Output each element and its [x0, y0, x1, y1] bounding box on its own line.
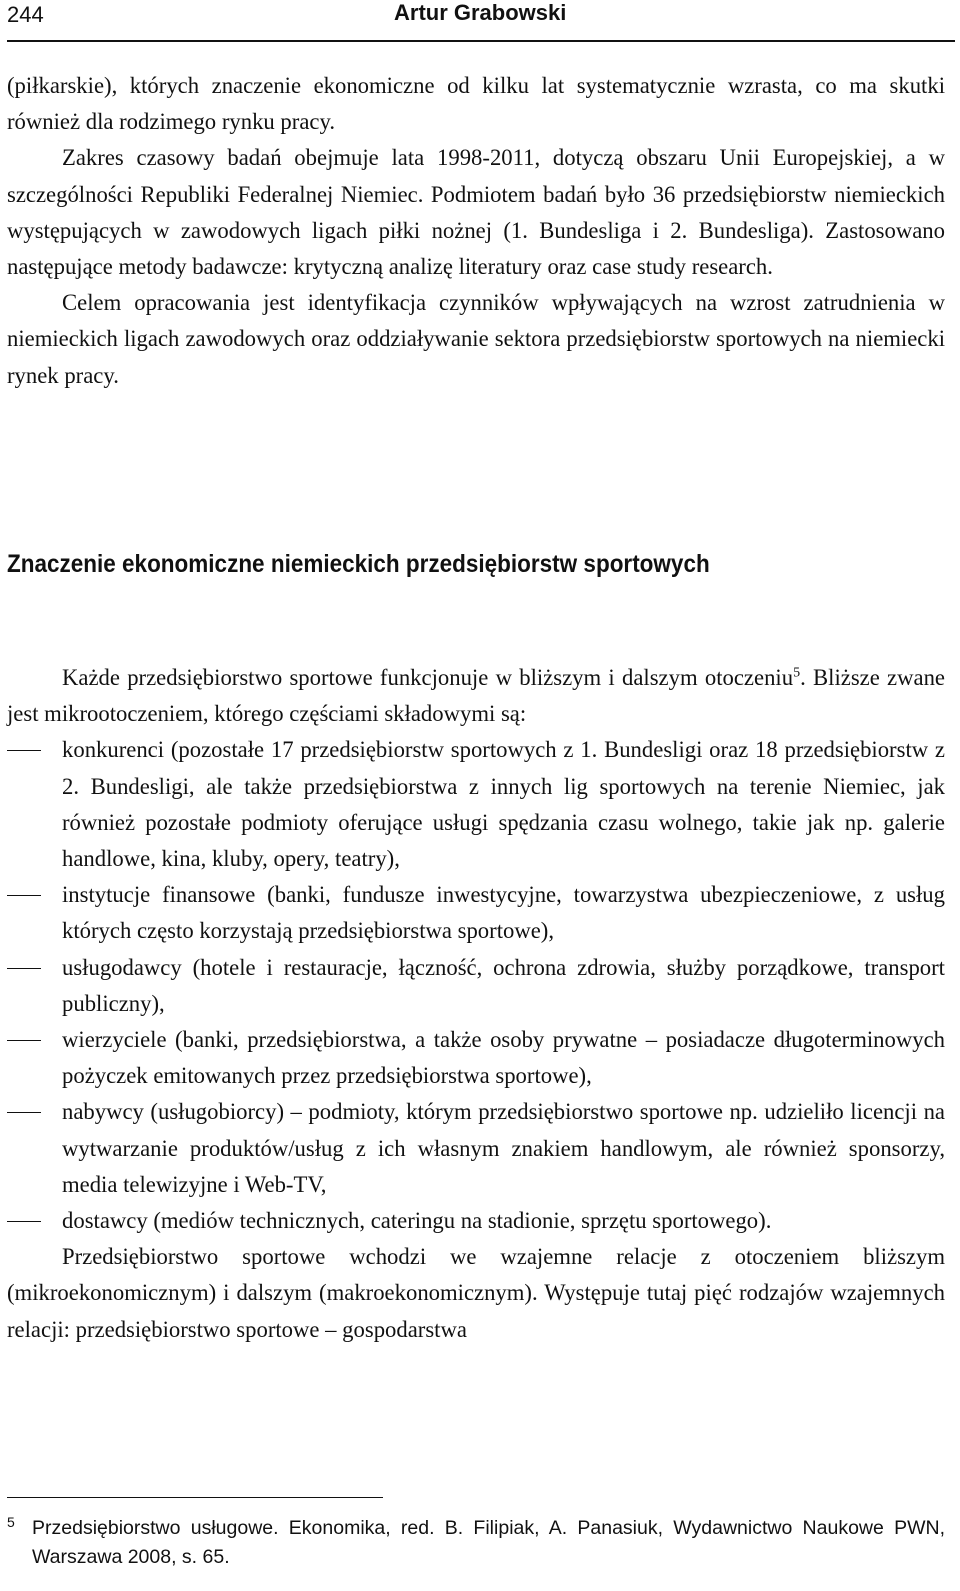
- section-heading: Znaczenie ekonomiczne niemieckich przedsiębiorstw sportowych: [7, 550, 710, 578]
- header-rule: [7, 40, 955, 42]
- section-body: [7, 660, 945, 1348]
- list-item: [7, 732, 945, 877]
- list-item: [7, 1094, 945, 1203]
- section-paragraph-1-text-cont: . Bliższe zwane jest mikrootoczeniem, którego częściami składowymi są:: [7, 665, 945, 727]
- list-item-text: wierzyciele (banki, przedsiębiorstwa, a także osoby prywatne – posiadacze długoterminowych pożyczek emitowanych przez przedsiębiorstwa sportowe),: [62, 1027, 945, 1089]
- section-paragraph-2: Przedsiębiorstwo sportowe wchodzi we wzajemne relacje z otoczeniem bliższym (mikroekonomicznym) i dalszym (makroekonomicznym). Występuje tutaj pięć rodzajów wzajemnych relacji: przedsiębiorstwo sportowe – gospodarstwa: [7, 1244, 945, 1342]
- list-item-text: dostawcy (mediów technicznych, cateringu na stadionie, sprzętu sportowego).: [62, 1208, 772, 1234]
- page-number: 244: [7, 2, 44, 27]
- list-item: [7, 1203, 945, 1239]
- list-item: [7, 950, 945, 1022]
- footnote: [7, 1514, 945, 1572]
- list-item-text: instytucje finansowe (banki, fundusze inwestycyjne, towarzystwa ubezpieczeniowe, z usług których często korzystają przedsiębiorstwa sportowe),: [62, 882, 945, 944]
- list-item-text: usługodawcy (hotele i restauracje, łączność, ochrona zdrowia, służby porządkowe, transport publiczny),: [62, 954, 945, 1016]
- dash-bullet: [7, 895, 41, 896]
- list-item: [7, 877, 945, 949]
- footnote-reference[interactable]: 5: [793, 665, 801, 681]
- section-paragraph-1-text: Każde przedsiębiorstwo sportowe funkcjonuje w bliższym i dalszym otoczeniu: [62, 665, 794, 690]
- footnote-text: Przedsiębiorstwo usługowe. Ekonomika, red. B. Filipiak, A. Panasiuk, Wydawnictwo Naukowe PWN, Warszawa 2008, s. 65.: [32, 1517, 945, 1568]
- dash-bullet: [7, 1040, 41, 1041]
- dash-bullet: [7, 1112, 41, 1113]
- dash-bullet: [7, 750, 41, 751]
- intro-paragraph-scope: Zakres czasowy badań obejmuje lata 1998-2011, dotyczą obszaru Unii Europejskiej, a w szczególności Republiki Federalnej Niemiec. Podmiotem badań było 36 przedsiębiorstw niemieckich występujących w zawodowych ligach piłki nożnej (1. Bundesliga i 2. Bundesliga). Zastosowano następujące metody badawcze: krytyczną analizę literatury oraz case study research.: [7, 145, 945, 280]
- list-item-text: nabywcy (usługobiorcy) – podmioty, którym przedsiębiorstwo sportowe np. udzieliło licencji na wytwarzanie produktów/usług z ich własnym znakiem handlowym, ale również sponsorzy, media telewizyjne i Web-TV,: [62, 1099, 945, 1197]
- microenvironment-list: [7, 732, 945, 1239]
- footnote-number: 5: [7, 1514, 15, 1530]
- dash-bullet: [7, 1221, 41, 1222]
- section-paragraph-1: [7, 660, 945, 732]
- list-item-text: konkurenci (pozostałe 17 przedsiębiorstw sportowych z 1. Bundesligi oraz 18 przedsiębiorstw z 2. Bundesligi, ale także przedsiębiorstwa z innych lig sportowych na terenie Niemiec, jak również pozostałe podmioty oferujące usługi spędzania czasu wolnego, takie jak np. galerie handlowe, kina, kluby, opery, teatry),: [62, 737, 945, 872]
- page-header: [7, 0, 955, 40]
- dash-bullet: [7, 968, 41, 969]
- intro-paragraph-aim: Celem opracowania jest identyfikacja czynników wpływających na wzrost zatrudnienia w niemieckich ligach zawodowych oraz oddziaływanie sektora przedsiębiorstw sportowych na niemiecki rynek pracy.: [7, 290, 945, 388]
- running-head-author: Artur Grabowski: [394, 0, 567, 25]
- intro-paragraph-continued: (piłkarskie), których znaczenie ekonomiczne od kilku lat systematycznie wzrasta, co ma skutki również dla rodzimego rynku pracy.: [7, 73, 945, 135]
- list-item: [7, 1022, 945, 1094]
- footnote-rule: [7, 1497, 383, 1498]
- intro-section: [7, 68, 945, 394]
